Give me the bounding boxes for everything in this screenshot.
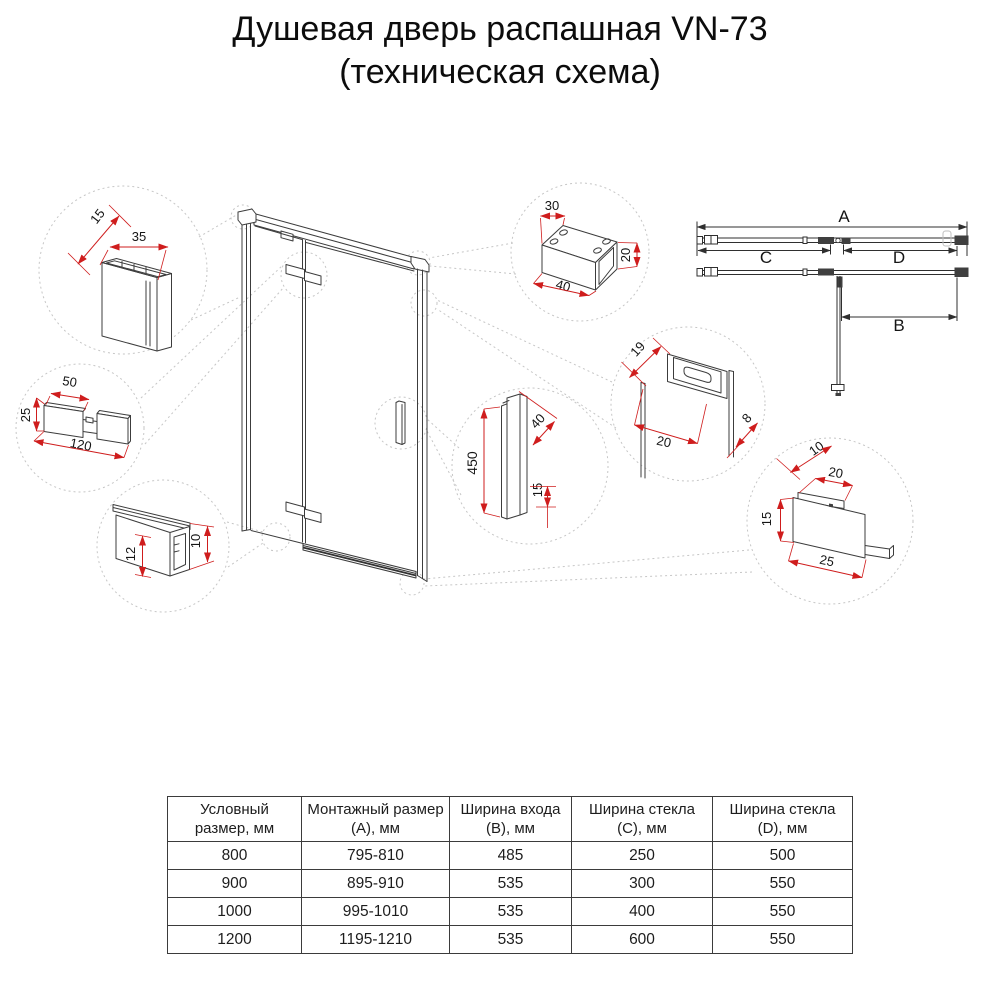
title-line-2: (техническая схема) — [339, 53, 661, 91]
corner-bracket-top-label: 10 — [806, 438, 827, 459]
cell-entry: 485 — [450, 842, 572, 870]
cell-mounting: 795-810 — [302, 842, 450, 870]
cell-glass-c: 250 — [572, 842, 713, 870]
handle-offset-label: 15 — [530, 482, 545, 498]
col-header-nominal-size: Условный размер, мм — [168, 797, 302, 842]
cell-mounting: 1195-1210 — [302, 926, 450, 954]
door-profile-gap-label: 8 — [738, 410, 755, 426]
table-row — [168, 898, 853, 926]
handle-detail — [464, 392, 557, 529]
cell-glass-d: 500 — [713, 842, 853, 870]
cell-nominal: 1000 — [168, 898, 302, 926]
corner-bracket-length-label: 25 — [818, 551, 836, 570]
glass-clamp-length-label: 120 — [68, 435, 93, 455]
handle-length-label: 450 — [464, 451, 480, 475]
door-profile-depth-label: 19 — [627, 338, 649, 360]
glass-clamp-detail — [18, 373, 131, 457]
col-header-mounting-size: Монтажный размер (А), мм — [302, 797, 450, 842]
cell-entry: 535 — [450, 926, 572, 954]
mount-bracket-length-label: 40 — [554, 276, 573, 295]
glass-clamp-top-label: 50 — [61, 373, 79, 391]
cell-mounting: 995-1010 — [302, 898, 450, 926]
cell-glass-d: 550 — [713, 926, 853, 954]
bottom-rail-detail — [113, 505, 214, 578]
glass-clamp-height-label: 25 — [18, 407, 33, 423]
title-line-1: Душевая дверь распашная VN-73 — [232, 10, 768, 48]
table-header-row — [168, 797, 853, 842]
door-profile-width-label: 20 — [655, 432, 673, 451]
door-hinge-top — [286, 265, 321, 286]
mount-bracket-detail — [534, 198, 638, 296]
bottom-rail-outer-label: 10 — [188, 533, 203, 549]
cell-glass-c: 400 — [572, 898, 713, 926]
table-row — [168, 926, 853, 954]
cell-nominal: 800 — [168, 842, 302, 870]
corner-bracket-detail — [759, 438, 894, 577]
cell-nominal: 900 — [168, 870, 302, 898]
bottom-rail-inner-label: 12 — [123, 546, 138, 562]
cell-entry: 535 — [450, 870, 572, 898]
corner-bracket-width-label: 20 — [827, 463, 845, 482]
wall-profile-width-label: 35 — [131, 229, 147, 244]
wall-profile-detail — [68, 205, 172, 351]
plan-dim-b: B — [893, 316, 905, 335]
door-hinge-bottom — [286, 502, 321, 523]
table-row — [168, 870, 853, 898]
mount-bracket-height-label: 20 — [618, 247, 633, 263]
plan-dim-a: A — [838, 207, 850, 226]
cell-glass-c: 600 — [572, 926, 713, 954]
door-profile-detail — [622, 338, 758, 478]
cell-entry: 535 — [450, 898, 572, 926]
plan-dim-d: D — [892, 248, 906, 267]
cell-glass-c: 300 — [572, 870, 713, 898]
corner-bracket-height-label: 15 — [759, 511, 774, 527]
plan-view — [697, 207, 969, 396]
door-handle — [396, 401, 405, 445]
cell-nominal: 1200 — [168, 926, 302, 954]
table-row — [168, 842, 853, 870]
wall-profile-depth-label: 15 — [87, 205, 108, 227]
col-header-entry-width: Ширина входа (В), мм — [450, 797, 572, 842]
size-table — [167, 796, 853, 954]
plan-dim-c: C — [759, 248, 773, 267]
cell-glass-d: 550 — [713, 898, 853, 926]
col-header-glass-d-width: Ширина стекла (D), мм — [713, 797, 853, 842]
handle-depth-label: 40 — [527, 410, 549, 432]
cell-glass-d: 550 — [713, 870, 853, 898]
main-door-drawing — [238, 209, 429, 582]
cell-mounting: 895-910 — [302, 870, 450, 898]
col-header-glass-c-width: Ширина стекла (С), мм — [572, 797, 713, 842]
mount-bracket-width-label: 30 — [544, 198, 560, 213]
